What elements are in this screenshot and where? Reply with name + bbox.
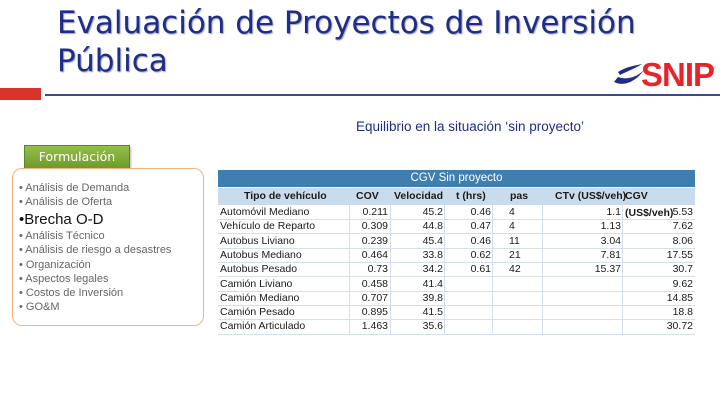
red-accent-bar [0,88,41,100]
column-divider [390,205,391,334]
table-cell: 21 [509,248,521,261]
table-cell: 1.463 [361,320,388,333]
list-item: • Análisis de Oferta [19,196,113,209]
table-cell: 33.8 [422,248,443,261]
table-row [218,219,695,234]
snip-logo [612,58,720,92]
table-cell: 0.211 [362,206,388,218]
table-cell: 4 [509,206,515,218]
table-row [218,305,695,320]
table-cell: 41.5 [422,306,443,319]
table-cell [445,319,491,333]
table-cell [543,319,621,333]
table-cell: Camión Pesado [220,306,295,319]
table-cell: Camión Liviano [220,277,293,290]
table-cell: 5.53 [672,206,693,218]
table-cell [509,319,523,333]
table-cell: 0.458 [361,277,388,290]
table-cell: 0.707 [361,291,388,304]
table-cell: 3.04 [600,234,621,247]
list-item: • Análisis de Demanda [19,182,130,194]
table-cell: 0.47 [470,220,491,233]
table-cell: 14.85 [666,291,693,304]
list-item: • Organización [19,258,91,271]
table-cell: 45.2 [422,206,443,218]
header-cell: CTv (US$/veh) [555,190,627,202]
header-cell: COV [356,190,379,202]
table-cell: 0.61 [470,263,491,276]
table-cell: 35.6 [422,320,443,333]
table-cell: 7.81 [600,248,621,261]
table-cell: 11 [509,234,520,247]
table-cell: Autobus Mediano [220,248,302,261]
table-cell: 15.37 [594,263,621,276]
table-cell [445,291,491,305]
table-cell: 44.8 [422,220,443,233]
logo-text: SNIP [641,56,715,93]
column-divider [622,205,623,334]
formulacion-badge: Formulación [24,145,130,169]
table-row [218,277,695,292]
list-item: • Aspectos legales [19,272,109,285]
header-cell: t (hrs) [456,190,486,202]
header-cell: Tipo de vehículo [244,190,327,202]
table-row [218,319,695,334]
analysis-list [19,181,129,210]
table-cell: 1.1 [606,206,621,218]
header-cell: pas [510,190,529,202]
table-row [218,248,695,263]
table-cell: 39.8 [422,291,443,304]
table-cell: 0.46 [470,234,491,247]
table-cell: 7.62 [672,220,693,233]
table-cell: 45.4 [422,234,443,247]
table-cell: 17.55 [666,248,693,261]
list-item: • GO&M [19,301,60,314]
list-item: • Costos de Inversión [19,287,124,300]
table-row [218,291,695,306]
header-cell: CGV (US$/veh) [625,190,674,219]
column-divider [542,205,543,334]
table-cell: 1.13 [600,220,621,233]
table-cell: 0.309 [361,220,388,233]
table-cell: 0.895 [361,306,388,319]
table-cell: 0.239 [361,234,388,247]
table-cell: 0.464 [361,248,388,261]
title-underline [45,94,720,96]
formulation-panel [12,168,204,326]
technical-list [19,229,171,315]
table-cell [543,305,621,319]
cgv-table [218,170,695,336]
column-divider [349,205,350,334]
table-title: CGV Sin proyecto [218,170,695,187]
table-cell [543,291,621,305]
table-cell: 0.73 [367,263,388,276]
table-cell: 8.06 [672,234,693,247]
table-row [218,234,695,249]
table-cell: Autobus Liviano [220,234,295,247]
table-cell: 41.4 [422,277,443,290]
column-divider [444,205,445,334]
list-item: • Análisis de riesgo a desastres [19,244,172,257]
table-cell: Autobus Pesado [220,263,298,276]
table-cell [445,277,491,291]
header-cell: Velocidad [394,190,444,202]
table-cell [509,291,523,305]
table-cell: Camión Mediano [220,291,300,304]
section-subtitle: Equilibrio en la situación ‘sin proyecto’ [355,119,585,134]
table-row [218,205,695,220]
table-cell: 18.8 [672,306,693,319]
column-divider [492,205,493,334]
table-cell: Vehículo de Reparto [220,220,316,233]
table-cell: 0.46 [470,206,491,218]
gap-highlight: •Brecha O-D [19,211,104,228]
table-cell [543,277,621,291]
slide-title: Evaluación de Proyectos de Inversión Pública [57,5,636,79]
table-row [218,262,695,277]
table-cell: 4 [509,220,515,233]
table-cell: 34.2 [422,263,443,276]
table-cell: Automóvil Mediano [220,206,310,218]
table-cell: 0.62 [470,248,491,261]
list-item: • Análisis Técnico [19,230,105,242]
table-cell: 9.62 [672,277,693,290]
table-cell [509,305,523,319]
table-cell: 42 [509,263,521,276]
table-cell [509,277,523,291]
table-cell: 30.7 [672,263,693,276]
table-cell: 30.72 [666,320,693,333]
table-cell: Camión Articulado [220,320,306,333]
table-cell [445,305,491,319]
